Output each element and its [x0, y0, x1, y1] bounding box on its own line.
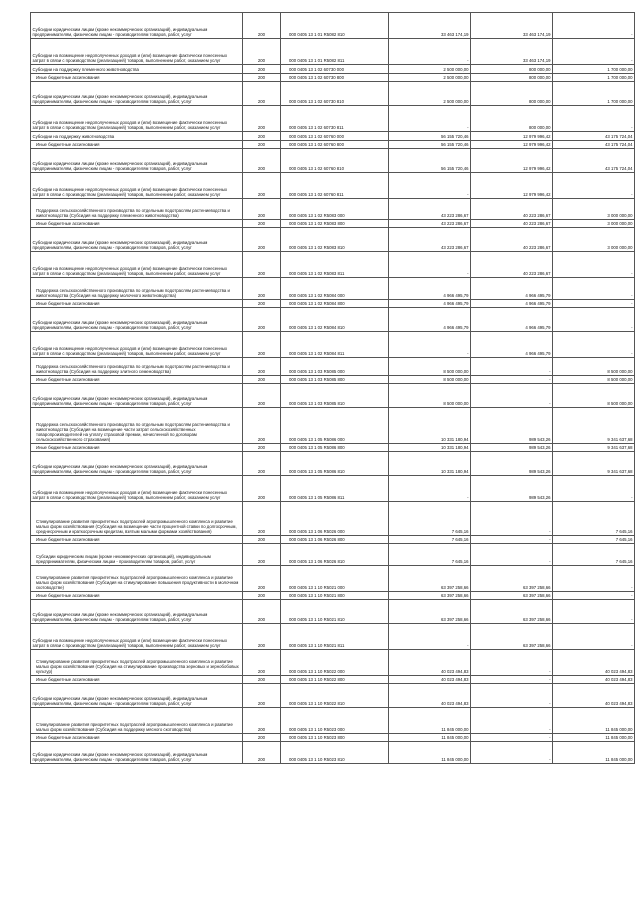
row-unexecuted-cell: -	[553, 600, 635, 624]
row-unexecuted-cell: 1 700 000,00	[553, 65, 635, 74]
row-kbk-cell: 000 0405 13 1 10 R5021 000	[281, 566, 389, 592]
row-approved-cell: 7 645,16	[389, 544, 471, 566]
row-code-cell: 200	[243, 734, 281, 742]
table-row	[31, 220, 635, 228]
row-unexecuted-cell: 11 845 000,00	[553, 708, 635, 734]
row-name-cell: Иные бюджетные ассигнования	[31, 376, 243, 384]
row-kbk-cell: 000 0405 13 1 02 60760 800	[281, 141, 389, 149]
row-name-cell: Поддержка сельскохозяйственного производства по отдельным подотраслям растениеводства и животноводства (Субсидия на поддержку молочного животноводства)	[31, 278, 243, 300]
row-name-cell: Поддержка сельскохозяйственного производства по отдельным подотраслям растениеводства и животноводства (Субсидия на поддержку элитного семеноводства)	[31, 358, 243, 376]
row-kbk-cell: 000 0405 13 1 02 R5083 800	[281, 220, 389, 228]
row-name-cell: Поддержка сельскохозяйственного производства по отдельным подотраслям растениеводства и животноводства (Субсидия на возмещение части затрат сельскохозяйственных товаропроизводителей на уплату страховой премии, начисленной по договорам сельскохозяйственного страхования)	[31, 408, 243, 444]
table-row	[31, 149, 635, 173]
row-name-cell: Иные бюджетные ассигнования	[31, 141, 243, 149]
row-unexecuted-cell: -	[553, 106, 635, 132]
row-name-cell: Стимулирование развития приоритетных подотраслей агропромышленного комплекса и развитие малых форм хозяйствования (Субсидия на поддержку мясного скотоводства)	[31, 708, 243, 734]
row-executed-cell: 33 463 174,19	[471, 39, 553, 65]
row-unexecuted-cell: 1 700 000,00	[553, 74, 635, 82]
table-row	[31, 684, 635, 708]
row-approved-cell: 40 023 494,83	[389, 684, 471, 708]
row-unexecuted-cell: 3 000 000,00	[553, 228, 635, 252]
row-executed-cell: -	[471, 734, 553, 742]
row-code-cell: 200	[243, 684, 281, 708]
row-approved-cell: 7 645,16	[389, 536, 471, 544]
row-kbk-cell: 000 0405 13 1 02 R5083 811	[281, 252, 389, 278]
row-executed-cell: 4 966 495,79	[471, 278, 553, 300]
table-row	[31, 106, 635, 132]
row-name-cell: Иные бюджетные ассигнования	[31, 734, 243, 742]
row-approved-cell: -	[389, 624, 471, 650]
row-code-cell: 200	[243, 408, 281, 444]
row-code-cell: 200	[243, 74, 281, 82]
row-unexecuted-cell: 43 175 724,04	[553, 149, 635, 173]
row-code-cell: 200	[243, 592, 281, 600]
row-executed-cell: -	[471, 384, 553, 408]
row-code-cell: 200	[243, 384, 281, 408]
row-unexecuted-cell: 3 000 000,00	[553, 220, 635, 228]
row-approved-cell: 2 500 000,00	[389, 74, 471, 82]
row-executed-cell: -	[471, 742, 553, 764]
row-kbk-cell: 000 0405 13 1 02 60760 000	[281, 132, 389, 141]
row-executed-cell: 989 543,26	[471, 476, 553, 502]
table-row	[31, 444, 635, 452]
row-code-cell: 200	[243, 106, 281, 132]
row-name-cell: Субсидии юридическим лицам (кроме некоммерческих организаций), индивидуальным предпринимателям, физическим лицам - производителям товаров, работ, услуг	[31, 308, 243, 332]
row-executed-cell: 12 979 996,42	[471, 141, 553, 149]
table-row	[31, 566, 635, 592]
row-executed-cell: -	[471, 650, 553, 676]
row-approved-cell: 8 500 000,00	[389, 376, 471, 384]
table-row	[31, 308, 635, 332]
row-kbk-cell: 000 0405 13 1 02 R5084 810	[281, 308, 389, 332]
row-approved-cell: 11 845 000,00	[389, 742, 471, 764]
row-name-cell: Субсидии юридическим лицам (кроме некоммерческих организаций), индивидуальным предпринимателям, физическим лицам - производителям товаров, работ, услуг	[31, 13, 243, 39]
row-code-cell: 200	[243, 742, 281, 764]
table-row	[31, 74, 635, 82]
row-approved-cell: 10 331 180,94	[389, 444, 471, 452]
row-kbk-cell: 000 0405 13 1 10 R5021 810	[281, 600, 389, 624]
row-code-cell: 200	[243, 536, 281, 544]
row-name-cell: Субсидии юридическим лицам (кроме некоммерческих организаций), индивидуальным предпринимателям, физическим лицам - производителям товаров, работ, услуг	[31, 228, 243, 252]
row-kbk-cell: 000 0405 13 1 05 R5086 800	[281, 444, 389, 452]
row-executed-cell: 12 979 996,42	[471, 149, 553, 173]
row-approved-cell: 63 397 258,66	[389, 600, 471, 624]
table-row	[31, 376, 635, 384]
row-name-cell: Субсидии юридическим лицам (кроме некоммерческих организаций), индивидуальным предпринимателям, физическим лицам - производителям товаров, работ, услуг	[31, 149, 243, 173]
row-code-cell: 200	[243, 452, 281, 476]
row-name-cell: Субсидии юридическим лицам (кроме некоммерческих организаций), индивидуальным предпринимателям, физическим лицам - производителям товаров, работ, услуг	[31, 452, 243, 476]
row-executed-cell: -	[471, 544, 553, 566]
table-row	[31, 408, 635, 444]
row-code-cell: 200	[243, 228, 281, 252]
table-row	[31, 676, 635, 684]
row-unexecuted-cell: -	[553, 173, 635, 199]
row-unexecuted-cell: 11 845 000,00	[553, 742, 635, 764]
row-name-cell: Субсидии юридическим лицам (кроме некоммерческих организаций), индивидуальным предпринимателям, физическим лицам - производителям товаров, работ, услуг	[31, 600, 243, 624]
row-code-cell: 200	[243, 132, 281, 141]
row-name-cell: Субсидии на возмещение недополученных доходов и (или) возмещение фактически понесенных затрат в связи с производством (реализацией) товаров, выполнением работ, оказанием услуг	[31, 476, 243, 502]
row-name-cell: Субсидии на поддержку животноводства	[31, 132, 243, 141]
row-approved-cell: 43 223 286,67	[389, 228, 471, 252]
row-approved-cell: 10 331 180,94	[389, 452, 471, 476]
row-kbk-cell: 000 0405 13 1 02 60730 800	[281, 74, 389, 82]
row-executed-cell: 33 463 174,19	[471, 13, 553, 39]
row-approved-cell: 63 397 258,66	[389, 592, 471, 600]
row-kbk-cell: 000 0405 13 1 02 R5084 000	[281, 278, 389, 300]
expenditure-table	[30, 12, 635, 764]
table-row	[31, 624, 635, 650]
row-approved-cell: 7 645,16	[389, 502, 471, 536]
row-approved-cell: 11 845 000,00	[389, 734, 471, 742]
row-unexecuted-cell: -	[553, 278, 635, 300]
row-code-cell: 200	[243, 708, 281, 734]
row-executed-cell: 800 000,00	[471, 82, 553, 106]
row-name-cell: Субсидии юридическим лицам (кроме некоммерческих организаций), индивидуальным предпринимателям, физическим лицам - производителям товаров, работ, услуг	[31, 684, 243, 708]
row-unexecuted-cell: -	[553, 39, 635, 65]
row-code-cell: 200	[243, 149, 281, 173]
row-approved-cell: -	[389, 39, 471, 65]
row-name-cell: Субсидии на поддержку племенного животноводства	[31, 65, 243, 74]
row-executed-cell: 12 979 996,42	[471, 132, 553, 141]
row-unexecuted-cell: -	[553, 592, 635, 600]
row-kbk-cell: 000 0405 13 1 03 R5085 000	[281, 358, 389, 376]
row-executed-cell: 800 000,00	[471, 106, 553, 132]
row-executed-cell: 4 966 495,79	[471, 300, 553, 308]
row-executed-cell: 40 223 286,67	[471, 220, 553, 228]
table-row	[31, 132, 635, 141]
row-executed-cell: -	[471, 358, 553, 376]
row-name-cell: Субсидии на возмещение недополученных доходов и (или) возмещение фактически понесенных затрат в связи с производством (реализацией) товаров, выполнением работ, оказанием услуг	[31, 39, 243, 65]
row-code-cell: 200	[243, 308, 281, 332]
row-executed-cell: 40 223 286,67	[471, 228, 553, 252]
row-kbk-cell: 000 0405 13 1 02 R5083 000	[281, 199, 389, 220]
table-row	[31, 300, 635, 308]
row-name-cell: Иные бюджетные ассигнования	[31, 536, 243, 544]
row-executed-cell: -	[471, 684, 553, 708]
table-row	[31, 452, 635, 476]
row-kbk-cell: 000 0405 13 1 10 R5021 800	[281, 592, 389, 600]
row-code-cell: 200	[243, 39, 281, 65]
row-approved-cell: 4 966 495,79	[389, 308, 471, 332]
row-unexecuted-cell: 3 000 000,00	[553, 199, 635, 220]
row-unexecuted-cell: 7 645,16	[553, 544, 635, 566]
row-kbk-cell: 000 0405 13 1 10 R5022 810	[281, 684, 389, 708]
row-kbk-cell: 000 0405 13 1 10 R5022 800	[281, 676, 389, 684]
row-unexecuted-cell: 9 341 637,68	[553, 452, 635, 476]
row-executed-cell: 63 397 258,66	[471, 624, 553, 650]
row-kbk-cell: 000 0405 13 1 05 R5086 000	[281, 408, 389, 444]
row-executed-cell: 989 543,26	[471, 452, 553, 476]
row-name-cell: Субсидии на возмещение недополученных доходов и (или) возмещение фактически понесенных затрат в связи с производством (реализацией) товаров, выполнением работ, оказанием услуг	[31, 173, 243, 199]
row-code-cell: 200	[243, 173, 281, 199]
row-name-cell: Субсидии юридическим лицам (кроме некоммерческих организаций), индивидуальным предпринимателям, физическим лицам - производителям товаров, работ, услуг	[31, 384, 243, 408]
row-kbk-cell: 000 0405 13 1 01 R5082 810	[281, 13, 389, 39]
row-kbk-cell: 000 0405 13 1 10 R5023 800	[281, 734, 389, 742]
row-kbk-cell: 000 0405 13 1 06 R5026 800	[281, 536, 389, 544]
row-name-cell: Иные бюджетные ассигнования	[31, 676, 243, 684]
row-code-cell: 200	[243, 676, 281, 684]
row-kbk-cell: 000 0405 13 1 10 R5023 810	[281, 742, 389, 764]
row-executed-cell: 800 000,00	[471, 74, 553, 82]
row-executed-cell: 4 966 495,79	[471, 308, 553, 332]
row-name-cell: Стимулирование развития приоритетных подотраслей агропромышленного комплекса и развитие малых форм хозяйствования (Субсидия на стимулирование производства зерновых и зернобобовых культур)	[31, 650, 243, 676]
row-kbk-cell: 000 0405 13 1 02 60730 811	[281, 106, 389, 132]
table-row	[31, 734, 635, 742]
row-unexecuted-cell: -	[553, 624, 635, 650]
row-approved-cell: 43 223 286,67	[389, 199, 471, 220]
table-row	[31, 544, 635, 566]
row-unexecuted-cell: -	[553, 566, 635, 592]
row-executed-cell: -	[471, 536, 553, 544]
row-unexecuted-cell: 11 845 000,00	[553, 734, 635, 742]
row-code-cell: 200	[243, 600, 281, 624]
table-row	[31, 173, 635, 199]
row-approved-cell: 2 500 000,00	[389, 82, 471, 106]
row-code-cell: 200	[243, 444, 281, 452]
expenditure-table-body	[31, 13, 635, 764]
row-unexecuted-cell: 9 341 637,68	[553, 444, 635, 452]
row-unexecuted-cell: -	[553, 332, 635, 358]
row-name-cell: Иные бюджетные ассигнования	[31, 220, 243, 228]
row-unexecuted-cell: -	[553, 476, 635, 502]
row-executed-cell: 4 966 495,79	[471, 332, 553, 358]
table-row	[31, 65, 635, 74]
row-approved-cell: 56 155 720,46	[389, 132, 471, 141]
row-name-cell: Поддержка сельскохозяйственного производства по отдельным подотраслям растениеводства и животноводства (Субсидия на поддержку племенного животноводства)	[31, 199, 243, 220]
row-executed-cell: 989 543,26	[471, 444, 553, 452]
row-kbk-cell: 000 0405 13 1 02 R5083 810	[281, 228, 389, 252]
row-code-cell: 200	[243, 199, 281, 220]
row-code-cell: 200	[243, 252, 281, 278]
row-approved-cell: 2 500 000,00	[389, 65, 471, 74]
row-unexecuted-cell: 7 645,16	[553, 502, 635, 536]
row-unexecuted-cell: 40 023 494,83	[553, 676, 635, 684]
row-name-cell: Стимулирование развития приоритетных подотраслей агропромышленного комплекса и развитие малых форм хозяйствования (Субсидия на возмещение части процентной ставки по долгосрочным, среднесрочным и краткосрочным кредитам, взятым малыми формами хозяйствования)	[31, 502, 243, 536]
row-approved-cell: -	[389, 106, 471, 132]
row-unexecuted-cell: 8 500 000,00	[553, 384, 635, 408]
row-executed-cell: 989 543,26	[471, 408, 553, 444]
row-unexecuted-cell: -	[553, 308, 635, 332]
row-unexecuted-cell: -	[553, 13, 635, 39]
row-executed-cell: 63 397 258,66	[471, 566, 553, 592]
table-row	[31, 13, 635, 39]
row-code-cell: 200	[243, 332, 281, 358]
row-executed-cell: -	[471, 676, 553, 684]
table-row	[31, 592, 635, 600]
row-name-cell: Субсидии на возмещение недополученных доходов и (или) возмещение фактически понесенных затрат в связи с производством (реализацией) товаров, выполнением работ, оказанием услуг	[31, 332, 243, 358]
row-kbk-cell: 000 0405 13 1 06 R5026 000	[281, 502, 389, 536]
row-unexecuted-cell: 43 175 724,04	[553, 141, 635, 149]
row-name-cell: Субсидии юридическим лицам (кроме некоммерческих организаций), индивидуальным предпринимателям, физическим лицам - производителям товаров, работ, услуг	[31, 82, 243, 106]
row-unexecuted-cell: -	[553, 252, 635, 278]
table-row	[31, 199, 635, 220]
row-executed-cell: 40 223 286,67	[471, 252, 553, 278]
row-kbk-cell: 000 0405 13 1 10 R5023 000	[281, 708, 389, 734]
row-code-cell: 200	[243, 566, 281, 592]
row-name-cell: Субсидии на возмещение недополученных доходов и (или) возмещение фактически понесенных затрат в связи с производством (реализацией) товаров, выполнением работ, оказанием услуг	[31, 106, 243, 132]
row-executed-cell: 800 000,00	[471, 65, 553, 74]
row-name-cell: Субсидии на возмещение недополученных доходов и (или) возмещение фактически понесенных затрат в связи с производством (реализацией) товаров, выполнением работ, оказанием услуг	[31, 252, 243, 278]
row-name-cell: Субсидии на возмещение недополученных доходов и (или) возмещение фактически понесенных затрат в связи с производством (реализацией) товаров, выполнением работ, оказанием услуг	[31, 624, 243, 650]
row-code-cell: 200	[243, 65, 281, 74]
row-kbk-cell: 000 0405 13 1 03 R5085 810	[281, 384, 389, 408]
row-executed-cell: -	[471, 502, 553, 536]
row-approved-cell: 33 463 174,19	[389, 13, 471, 39]
table-row	[31, 358, 635, 376]
table-row	[31, 384, 635, 408]
row-unexecuted-cell: 7 645,16	[553, 536, 635, 544]
row-approved-cell: 4 966 495,79	[389, 278, 471, 300]
row-executed-cell: 12 979 996,42	[471, 173, 553, 199]
row-kbk-cell: 000 0405 13 1 05 R5086 811	[281, 476, 389, 502]
row-unexecuted-cell: 8 500 000,00	[553, 376, 635, 384]
row-name-cell: Стимулирование развития приоритетных подотраслей агропромышленного комплекса и развитие малых форм хозяйствования (Субсидия на стимулирование повышения продуктивности в молочном скотоводстве)	[31, 566, 243, 592]
table-row	[31, 650, 635, 676]
row-kbk-cell: 000 0405 13 1 03 R5085 800	[281, 376, 389, 384]
row-unexecuted-cell: 9 341 637,68	[553, 408, 635, 444]
table-row	[31, 228, 635, 252]
row-name-cell: Субсидии юридическим лицам (кроме некоммерческих организаций), индивидуальным предпринимателям, физическим лицам - производителям товаров, работ, услуг	[31, 544, 243, 566]
row-unexecuted-cell: 8 500 000,00	[553, 358, 635, 376]
row-code-cell: 200	[243, 376, 281, 384]
row-kbk-cell: 000 0405 13 1 02 60760 811	[281, 173, 389, 199]
row-unexecuted-cell: 40 023 494,83	[553, 650, 635, 676]
row-kbk-cell: 000 0405 13 1 02 R5084 811	[281, 332, 389, 358]
row-approved-cell: 40 023 494,83	[389, 650, 471, 676]
row-approved-cell: 8 500 000,00	[389, 358, 471, 376]
row-kbk-cell: 000 0405 13 1 10 R5021 811	[281, 624, 389, 650]
row-name-cell: Иные бюджетные ассигнования	[31, 592, 243, 600]
row-executed-cell: 63 397 258,66	[471, 600, 553, 624]
row-code-cell: 200	[243, 624, 281, 650]
row-code-cell: 200	[243, 476, 281, 502]
row-executed-cell: -	[471, 376, 553, 384]
table-row	[31, 502, 635, 536]
row-approved-cell: 40 023 494,83	[389, 676, 471, 684]
row-code-cell: 200	[243, 544, 281, 566]
row-kbk-cell: 000 0405 13 1 01 R5082 811	[281, 39, 389, 65]
row-approved-cell: 63 397 258,66	[389, 566, 471, 592]
row-name-cell: Иные бюджетные ассигнования	[31, 300, 243, 308]
row-executed-cell: 40 223 286,67	[471, 199, 553, 220]
row-code-cell: 200	[243, 141, 281, 149]
table-row	[31, 536, 635, 544]
row-name-cell: Иные бюджетные ассигнования	[31, 74, 243, 82]
row-approved-cell: 56 155 720,46	[389, 149, 471, 173]
table-row	[31, 252, 635, 278]
row-kbk-cell: 000 0405 13 1 02 R5084 800	[281, 300, 389, 308]
row-unexecuted-cell: 1 700 000,00	[553, 82, 635, 106]
table-row	[31, 600, 635, 624]
row-executed-cell: -	[471, 708, 553, 734]
row-kbk-cell: 000 0405 13 1 05 R5086 810	[281, 452, 389, 476]
row-executed-cell: 63 397 258,66	[471, 592, 553, 600]
budget-report-sheet	[30, 12, 634, 764]
row-approved-cell: -	[389, 332, 471, 358]
row-kbk-cell: 000 0405 13 1 10 R5022 000	[281, 650, 389, 676]
row-unexecuted-cell: 43 175 724,04	[553, 132, 635, 141]
row-code-cell: 200	[243, 278, 281, 300]
row-code-cell: 200	[243, 13, 281, 39]
row-code-cell: 200	[243, 358, 281, 376]
row-approved-cell: 10 331 180,94	[389, 408, 471, 444]
row-code-cell: 200	[243, 650, 281, 676]
table-row	[31, 278, 635, 300]
table-row	[31, 141, 635, 149]
row-approved-cell: 11 845 000,00	[389, 708, 471, 734]
row-approved-cell: -	[389, 173, 471, 199]
row-code-cell: 200	[243, 300, 281, 308]
row-code-cell: 200	[243, 82, 281, 106]
row-kbk-cell: 000 0405 13 1 06 R5026 810	[281, 544, 389, 566]
table-row	[31, 82, 635, 106]
row-approved-cell: -	[389, 476, 471, 502]
row-name-cell: Субсидии юридическим лицам (кроме некоммерческих организаций), индивидуальным предпринимателям, физическим лицам - производителям товаров, работ, услуг	[31, 742, 243, 764]
table-row	[31, 742, 635, 764]
table-row	[31, 708, 635, 734]
row-kbk-cell: 000 0405 13 1 02 60730 810	[281, 82, 389, 106]
table-row	[31, 39, 635, 65]
row-approved-cell: -	[389, 252, 471, 278]
row-approved-cell: 43 223 286,67	[389, 220, 471, 228]
row-unexecuted-cell: 40 023 494,83	[553, 684, 635, 708]
row-name-cell: Иные бюджетные ассигнования	[31, 444, 243, 452]
row-unexecuted-cell: -	[553, 300, 635, 308]
row-kbk-cell: 000 0405 13 1 02 60730 000	[281, 65, 389, 74]
table-row	[31, 476, 635, 502]
row-code-cell: 200	[243, 220, 281, 228]
row-approved-cell: 4 966 495,79	[389, 300, 471, 308]
row-approved-cell: 56 155 720,46	[389, 141, 471, 149]
table-row	[31, 332, 635, 358]
row-approved-cell: 8 500 000,00	[389, 384, 471, 408]
row-code-cell: 200	[243, 502, 281, 536]
row-kbk-cell: 000 0405 13 1 02 60760 810	[281, 149, 389, 173]
